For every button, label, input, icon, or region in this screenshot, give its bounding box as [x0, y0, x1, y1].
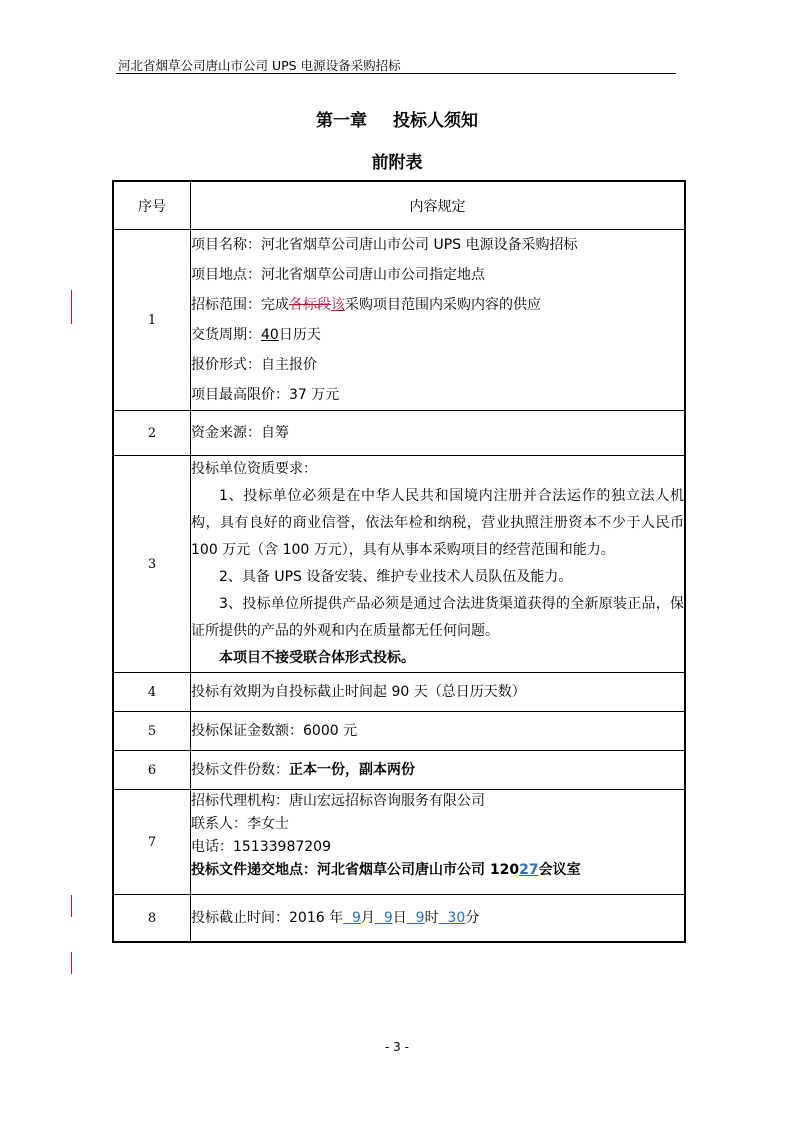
row-content: 投标有效期为自投标截止时间起 90 天（总日历天数） [191, 673, 686, 712]
delivery-unit: 日历天 [278, 327, 321, 343]
table-row [113, 790, 685, 895]
row-number: 2 [113, 411, 191, 456]
deadline-day [375, 910, 393, 926]
submission-location-suffix: 会议室 [538, 862, 581, 878]
front-table [112, 180, 686, 943]
row-content [191, 751, 686, 790]
row-content [191, 230, 686, 411]
month-unit: 月 [360, 910, 375, 926]
room-revision: 27 [519, 862, 539, 878]
scope-prefix: 招标范围：完成 [191, 297, 289, 313]
row-number: 5 [113, 712, 191, 751]
chapter-title [0, 106, 794, 131]
row-number: 1 [113, 230, 191, 411]
section-title: 前附表 [371, 153, 423, 173]
table-row [113, 230, 685, 411]
change-bar [71, 290, 72, 324]
running-header: 河北省烟草公司唐山市公司 UPS 电源设备采购招标 [118, 58, 401, 73]
deleted-text: 各标段 [289, 297, 331, 313]
agency-name: 招标代理机构：唐山宏远招标咨询服务有限公司 [191, 793, 485, 809]
max-price: 项目最高限价：37 万元 [191, 387, 340, 403]
contact-person: 联系人：李女士 [191, 816, 289, 832]
submission-location [191, 859, 684, 882]
minute-unit: 分 [465, 910, 480, 926]
contact-phone: 电话：15133987209 [191, 839, 331, 855]
table-row [113, 411, 685, 456]
row-number: 4 [113, 673, 191, 712]
project-location: 项目地点：河北省烟草公司唐山市公司指定地点 [191, 267, 485, 283]
quote-form: 报价形式：自主报价 [191, 357, 317, 373]
qualification-title: 投标单位资质要求： [191, 461, 317, 477]
page-number: - 3 - [385, 1040, 409, 1054]
delivery-period [191, 320, 684, 350]
row-content: 资金来源：自筹 [191, 411, 686, 456]
table-row [113, 673, 685, 712]
deadline-label: 投标截止时间：2016 年 [191, 910, 344, 926]
row-content [191, 456, 686, 673]
row-number: 6 [113, 751, 191, 790]
deadline-month [343, 910, 361, 926]
day-unit: 日 [392, 910, 407, 926]
table-row [113, 456, 685, 673]
table-row [113, 751, 685, 790]
deadline-minute [439, 910, 466, 926]
delivery-value: 40 [261, 327, 279, 343]
submission-location-prefix: 投标文件递交地点：河北省烟草公司唐山市公司 120 [191, 862, 520, 878]
inserted-text: 该 [331, 297, 345, 313]
day-value: 9 [383, 910, 393, 926]
chapter-number: 第一章 [316, 111, 367, 131]
scope-suffix: 采购项目范围内采购内容的供应 [345, 297, 541, 313]
deadline-hour [407, 910, 425, 926]
qualification-item-1: 1、投标单位必须是在中华人民共和国境内注册并合法运作的独立法人机构，具有良好的商业信誉，依法年检和纳税，营业执照注册资本不少于人民币 100 万元（含 100 万元），具有从事本采购项目的经营范围和能力。 [191, 488, 684, 558]
col-header-number: 序号 [113, 181, 191, 230]
qualification-item-2: 2、具备 UPS 设备安装、维护专业技术人员队伍及能力。 [219, 569, 573, 585]
copies-label: 投标文件份数： [191, 762, 289, 778]
minute-value: 30 [447, 910, 466, 926]
table-header-row [113, 181, 685, 230]
hour-unit: 时 [424, 910, 439, 926]
row-number: 8 [113, 895, 191, 943]
col-header-content: 内容规定 [191, 181, 686, 230]
chapter-subtitle: 投标人须知 [393, 111, 478, 131]
row-content [191, 895, 686, 943]
table-row [113, 712, 685, 751]
row-content [191, 790, 686, 895]
month-value: 9 [352, 910, 361, 926]
consortium-note: 本项目不接受联合体形式投标。 [219, 650, 415, 666]
change-bar [71, 952, 72, 974]
qualification-item-3: 3、投标单位所提供产品必须是通过合法进货渠道获得的全新原装正品，保证所提供的产品的外观和内在质量都无任何问题。 [191, 596, 684, 639]
header-rule [116, 73, 676, 74]
delivery-label: 交货周期： [191, 327, 261, 343]
project-name: 项目名称：河北省烟草公司唐山市公司 UPS 电源设备采购招标 [191, 237, 578, 253]
row-content: 投标保证金数额：6000 元 [191, 712, 686, 751]
change-bar [71, 895, 72, 917]
row-number: 7 [113, 790, 191, 895]
copies-value: 正本一份，副本两份 [289, 762, 415, 778]
tender-scope [191, 290, 684, 320]
hour-value: 9 [415, 910, 425, 926]
table-row [113, 895, 685, 943]
row-number: 3 [113, 456, 191, 673]
